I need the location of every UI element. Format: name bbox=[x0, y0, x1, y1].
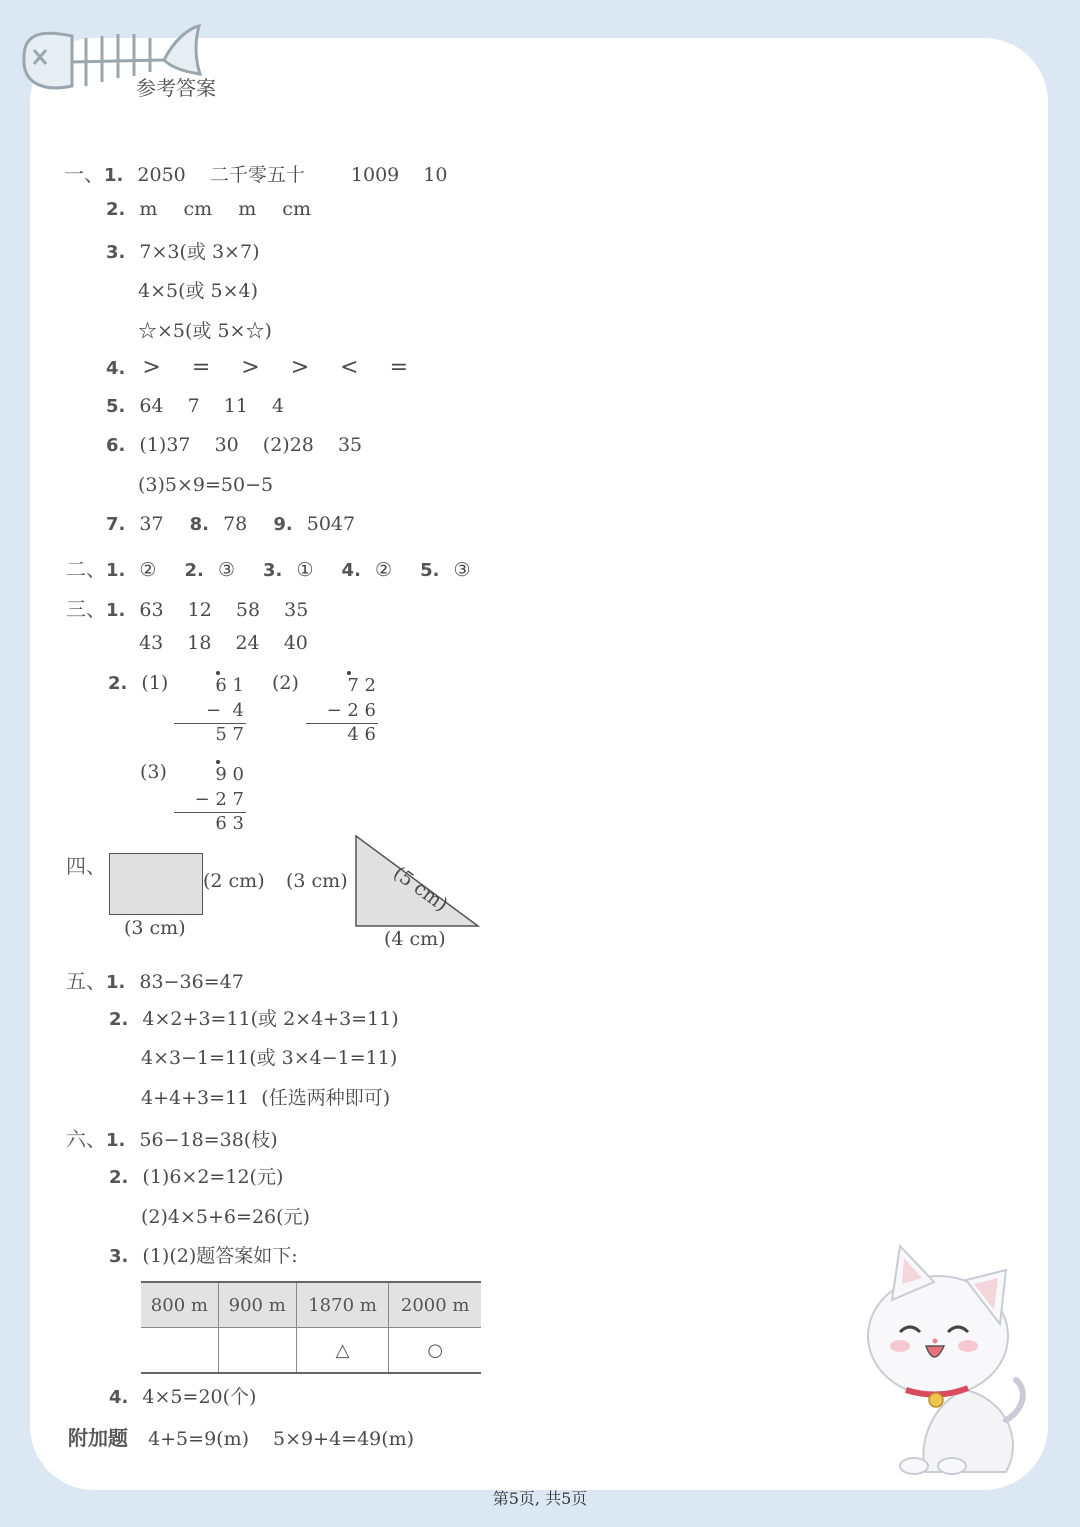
answer: 2050 bbox=[137, 164, 186, 186]
answer: cm bbox=[282, 198, 311, 220]
question-number: 3. bbox=[263, 560, 283, 581]
answer: 12 bbox=[187, 599, 212, 621]
answer: 37 bbox=[139, 513, 164, 535]
section-label: 二、 bbox=[66, 557, 106, 581]
question-number: 6. bbox=[106, 435, 126, 456]
answer: ② bbox=[139, 559, 157, 581]
part6-q3 bbox=[109, 1241, 298, 1268]
vertical-result: 6 3 bbox=[215, 813, 244, 834]
answer: 30 bbox=[214, 434, 239, 456]
question-number: 2. bbox=[109, 1009, 129, 1030]
answer: 43 bbox=[139, 632, 164, 654]
question-number: 1. bbox=[104, 165, 124, 186]
answer: (2)28 bbox=[262, 434, 314, 456]
answer: = bbox=[389, 355, 408, 380]
answer: 63 bbox=[139, 599, 164, 621]
answer: 83−36=47 bbox=[139, 971, 244, 993]
question-number: 9. bbox=[273, 514, 293, 535]
answer: 5×9+4=49(m) bbox=[273, 1428, 415, 1450]
part1-q3 bbox=[106, 237, 259, 264]
answer: 二千零五十 bbox=[209, 164, 305, 186]
question-number: 3. bbox=[106, 242, 126, 263]
answer: (1)37 bbox=[139, 434, 191, 456]
answer: (3)5×9=50−5 bbox=[138, 474, 274, 496]
vertical-result: 5 7 bbox=[215, 724, 244, 745]
answer: 4×3−1=11(或 3×4−1=11) bbox=[141, 1047, 398, 1069]
cat-illustration bbox=[856, 1240, 1026, 1480]
page-footer: 第5页, 共5页 bbox=[492, 1489, 588, 1508]
question-number: 4. bbox=[109, 1387, 129, 1408]
tri-height-label: (3 cm) bbox=[286, 870, 348, 892]
header-title: 参考答案 bbox=[136, 76, 216, 100]
part2 bbox=[66, 553, 471, 582]
section-label: 一、 bbox=[64, 162, 104, 186]
answer: ③ bbox=[453, 559, 471, 581]
part3-q1 bbox=[66, 593, 308, 622]
sub-label: (1) bbox=[141, 672, 169, 694]
part1-q5 bbox=[106, 395, 284, 417]
answer: ① bbox=[296, 559, 314, 581]
vertical-sub: − 4 bbox=[206, 700, 244, 721]
part3-q2 bbox=[108, 672, 168, 694]
answer: > bbox=[241, 355, 260, 380]
vertical-top: 6 1 bbox=[215, 675, 244, 696]
answer: 58 bbox=[235, 599, 261, 621]
answer: 1009 bbox=[350, 164, 400, 186]
answer: 4×5=20(个) bbox=[142, 1386, 257, 1408]
table-header-cell: 2000 m bbox=[389, 1282, 481, 1328]
part1-q7-9 bbox=[106, 513, 355, 535]
answer: 78 bbox=[223, 513, 248, 535]
answer-table bbox=[141, 1281, 481, 1374]
part1-q4 bbox=[106, 355, 408, 380]
question-number: 1. bbox=[106, 972, 126, 993]
question-number: 4. bbox=[106, 358, 126, 379]
answer: 35 bbox=[284, 599, 309, 621]
answer: cm bbox=[183, 198, 213, 220]
part6-q1 bbox=[66, 1123, 278, 1152]
table-cell bbox=[141, 1328, 218, 1374]
table-cell: ○ bbox=[389, 1328, 481, 1374]
answer: > bbox=[290, 355, 310, 380]
question-number: 8. bbox=[189, 514, 210, 535]
part5-q1 bbox=[66, 965, 244, 994]
part1-q2 bbox=[106, 198, 311, 220]
question-number: 1. bbox=[106, 560, 126, 581]
question-number: 1. bbox=[106, 600, 126, 621]
table-header-cell: 900 m bbox=[218, 1282, 296, 1328]
vertical-sub: − 2 7 bbox=[194, 789, 244, 810]
table-cell: △ bbox=[296, 1328, 389, 1374]
answer: 7×3(或 3×7) bbox=[139, 241, 260, 263]
answer: 40 bbox=[283, 632, 308, 654]
answer: 4+5=9(m) bbox=[148, 1428, 249, 1450]
table-header-cell: 800 m bbox=[141, 1282, 218, 1328]
question-number: 1. bbox=[106, 1130, 126, 1151]
question-number: 2. bbox=[106, 199, 126, 220]
section-label: 四、 bbox=[66, 854, 106, 878]
tri-width-label: (4 cm) bbox=[384, 928, 446, 950]
rect-height-label: (2 cm) bbox=[203, 870, 265, 892]
section-label: 六、 bbox=[66, 1127, 106, 1151]
answer: 64 bbox=[139, 395, 164, 417]
question-number: 2. bbox=[184, 560, 204, 581]
answer: ② bbox=[374, 559, 393, 581]
answer: m bbox=[238, 198, 257, 220]
vertical-top: 7 2 bbox=[347, 675, 376, 696]
answer: m bbox=[139, 198, 158, 220]
question-number: 7. bbox=[106, 514, 126, 535]
question-number: 4. bbox=[341, 560, 361, 581]
rect-width-label: (3 cm) bbox=[124, 917, 186, 939]
table-cell bbox=[218, 1328, 296, 1374]
part3-q1-row2 bbox=[139, 632, 308, 654]
answer: (1)(2)题答案如下: bbox=[142, 1245, 298, 1267]
answer: 56−18=38(枝) bbox=[139, 1129, 278, 1151]
answer: (2)4×5+6=26(元) bbox=[141, 1206, 310, 1228]
tri-hyp-label: (5 cm) bbox=[389, 862, 452, 917]
bonus-label: 附加题 bbox=[68, 1426, 128, 1450]
part6-q4 bbox=[109, 1382, 256, 1409]
answer: 5047 bbox=[306, 513, 356, 535]
part1-q6 bbox=[106, 434, 362, 456]
answer: 11 bbox=[223, 395, 248, 417]
rectangle-shape bbox=[109, 853, 203, 915]
question-number: 5. bbox=[420, 560, 440, 581]
answer: 4×5(或 5×4) bbox=[138, 280, 259, 302]
answer: ③ bbox=[217, 559, 235, 581]
answer: 4×2+3=11(或 2×4+3=11) bbox=[142, 1008, 399, 1030]
answer: 10 bbox=[423, 164, 448, 186]
answer: 7 bbox=[187, 395, 200, 417]
part5-q2 bbox=[109, 1004, 399, 1031]
question-number: 5. bbox=[106, 396, 126, 417]
table-header-cell: 1870 m bbox=[296, 1282, 389, 1328]
question-number: 2. bbox=[109, 1167, 129, 1188]
answer: < bbox=[340, 355, 359, 380]
question-number: 3. bbox=[109, 1246, 129, 1267]
section-label: 五、 bbox=[66, 969, 106, 993]
answer: 4+4+3=11 (任选两种即可) bbox=[141, 1087, 391, 1109]
question-number: 2. bbox=[108, 673, 128, 694]
answer: 4 bbox=[272, 395, 285, 417]
answer: > bbox=[142, 355, 161, 380]
answer: 18 bbox=[187, 632, 212, 654]
section-label: 三、 bbox=[66, 597, 106, 621]
vertical-top: 9 0 bbox=[215, 764, 244, 785]
answer: ☆×5(或 5×☆) bbox=[138, 320, 272, 342]
vertical-sub: − 2 6 bbox=[326, 700, 376, 721]
answer: (1)6×2=12(元) bbox=[142, 1166, 284, 1188]
sub-label: (2) bbox=[272, 672, 299, 694]
part1-q1 bbox=[64, 158, 447, 187]
vertical-result: 4 6 bbox=[347, 724, 376, 745]
answer: = bbox=[191, 355, 211, 380]
answer: 35 bbox=[337, 434, 363, 456]
part6-q2 bbox=[109, 1162, 283, 1189]
bonus-question bbox=[68, 1422, 414, 1451]
answer: 24 bbox=[235, 632, 260, 654]
sub-label: (3) bbox=[140, 761, 167, 783]
